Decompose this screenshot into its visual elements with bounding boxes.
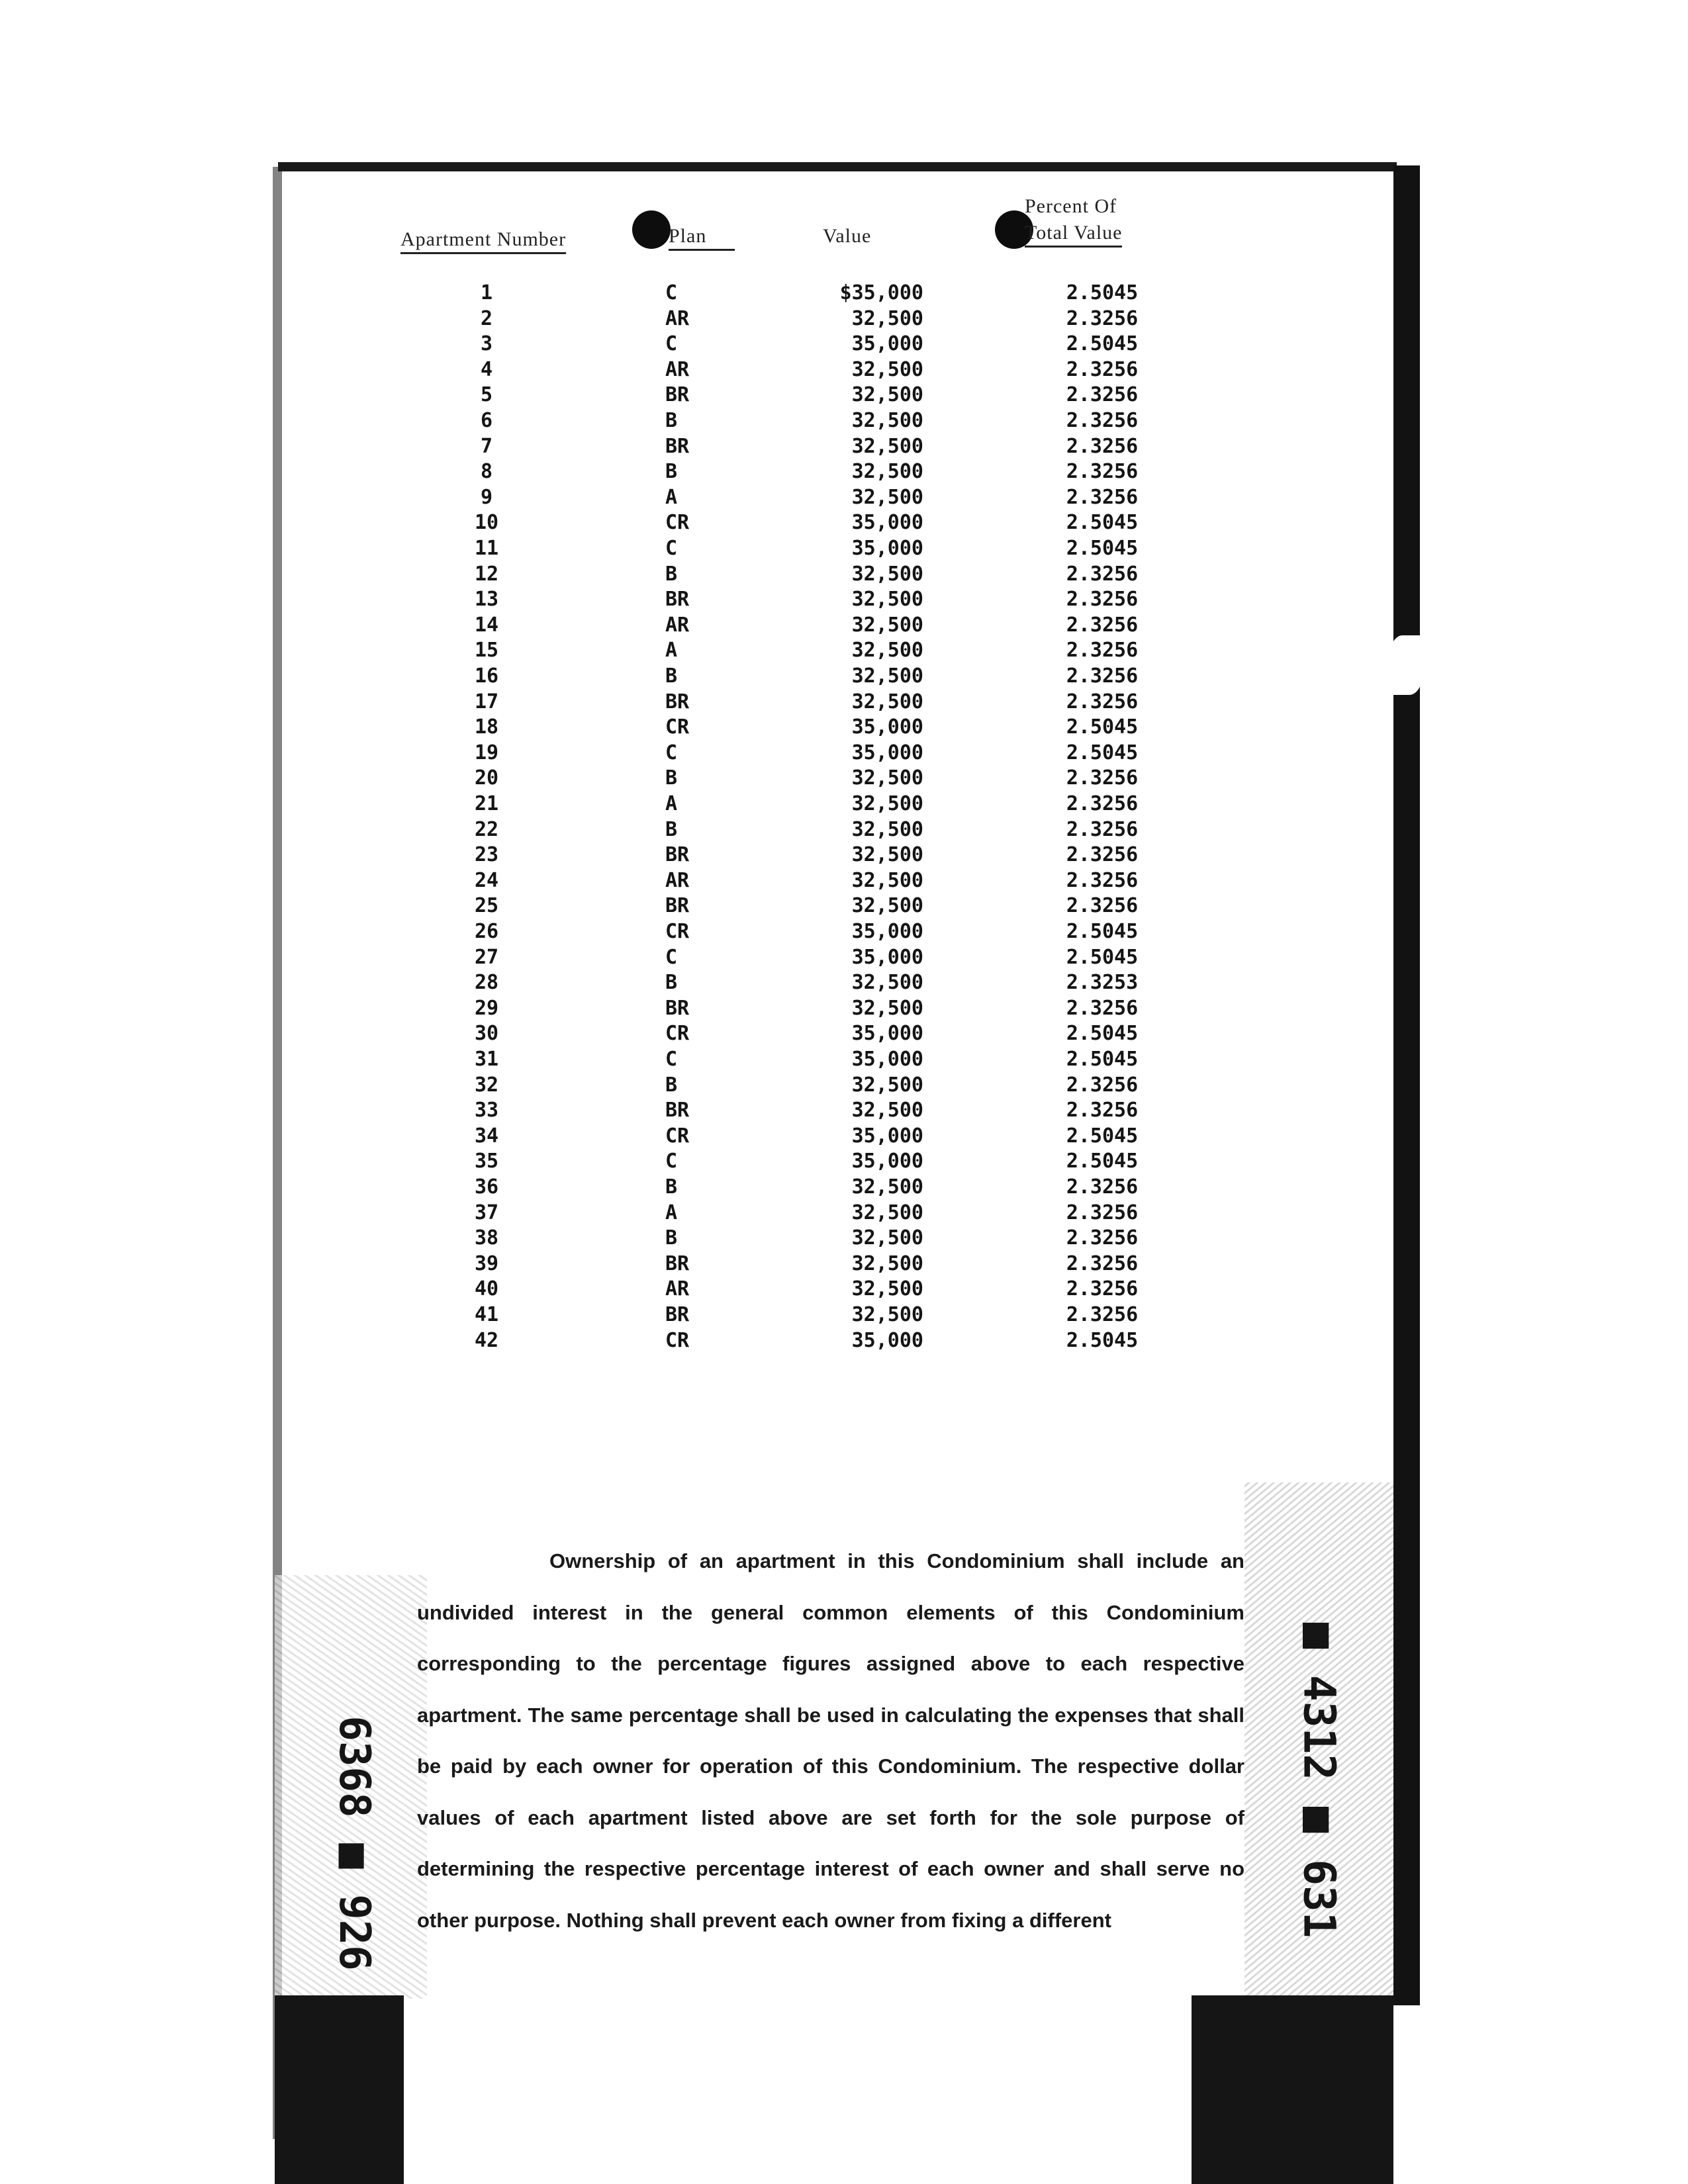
apartment-number-cell: 16: [474, 664, 499, 688]
percent-cell: 2.3256: [1066, 588, 1139, 612]
percent-cell: 2.3256: [1066, 792, 1139, 815]
plan-cell: BR: [665, 996, 690, 1020]
percent-cell: 2.3256: [1066, 868, 1139, 892]
percent-cell: 2.3256: [1066, 894, 1139, 918]
plan-cell: BR: [665, 690, 690, 713]
table-row: [0, 894, 1688, 919]
table-row: [0, 639, 1688, 664]
apartment-number-cell: 1: [480, 281, 493, 304]
value-cell: 32,500: [851, 894, 923, 918]
apartment-number-cell: 31: [474, 1048, 499, 1071]
value-cell: 32,500: [851, 485, 923, 509]
value-cell: 35,000: [851, 920, 923, 943]
apartment-number-cell: 7: [480, 434, 493, 458]
ownership-paragraph: Ownership of an apartment in this Condominium shall include an undivided interest in the general common elements of this Condominium corresponding to the percentage figures assigned above to each respective apartment. The same percentage shall be used in calculating the expenses that shall be paid by each owner for operation of this Condominium. The respective dollar values of each apartment listed above are set forth for the sole purpose of determining the respective percentage interest of each owner and shall serve no other purpose. Nothing shall prevent each owner from fixing a different: [417, 1549, 1244, 1932]
value-cell: 35,000: [851, 1048, 923, 1071]
value-cell: 35,000: [851, 1124, 923, 1148]
apartment-number-cell: 22: [474, 817, 499, 841]
table-row: [0, 563, 1688, 588]
value-cell: 32,500: [851, 613, 923, 637]
percent-cell: 2.3256: [1066, 1226, 1139, 1250]
plan-cell: AR: [665, 1277, 690, 1301]
value-cell: 32,500: [851, 792, 923, 815]
plan-cell: A: [665, 485, 678, 509]
table-row: [0, 332, 1688, 357]
plan-cell: AR: [665, 868, 690, 892]
value-cell: 32,500: [851, 357, 923, 381]
percent-cell: 2.3256: [1066, 817, 1139, 841]
apartment-number-cell: 27: [474, 945, 499, 969]
percent-cell: 2.5045: [1066, 1150, 1139, 1173]
value-cell: 32,500: [851, 1099, 923, 1122]
plan-cell: CR: [665, 715, 690, 739]
value-cell: 32,500: [851, 460, 923, 484]
percent-cell: 2.3256: [1066, 409, 1139, 432]
value-cell: 35,000: [851, 1328, 923, 1352]
apartment-number-cell: 39: [474, 1251, 499, 1275]
percent-cell: 2.3256: [1066, 383, 1139, 407]
apartment-number-cell: 13: [474, 588, 499, 612]
table-row: [0, 1329, 1688, 1354]
percent-cell: 2.3256: [1066, 639, 1139, 662]
value-cell: 32,500: [851, 434, 923, 458]
plan-cell: CR: [665, 511, 690, 535]
percent-cell: 2.5045: [1066, 945, 1139, 969]
apartment-number-cell: 10: [474, 511, 499, 535]
value-cell: 32,500: [851, 817, 923, 841]
table-row: [0, 1048, 1688, 1073]
apartment-number-cell: 28: [474, 971, 499, 995]
value-cell: 35,000: [851, 741, 923, 764]
apartment-number-cell: 26: [474, 920, 499, 943]
value-cell: 35,000: [851, 511, 923, 535]
table-row: [0, 971, 1688, 996]
apartment-number-cell: 23: [474, 843, 499, 867]
percent-cell: 2.3256: [1066, 613, 1139, 637]
percent-cell: 2.3256: [1066, 562, 1139, 586]
percent-cell: 2.3256: [1066, 843, 1139, 867]
plan-cell: A: [665, 639, 678, 662]
percent-cell: 2.5045: [1066, 332, 1139, 356]
percent-cell: 2.3256: [1066, 1277, 1139, 1301]
table-row: [0, 537, 1688, 562]
value-cell: 35,000: [851, 1022, 923, 1046]
plan-cell: AR: [665, 306, 690, 330]
apartment-number-cell: 37: [474, 1201, 499, 1224]
apartment-number-cell: 34: [474, 1124, 499, 1148]
table-row: [0, 715, 1688, 741]
plan-cell: B: [665, 971, 678, 995]
table-row: [0, 307, 1688, 332]
plan-cell: B: [665, 766, 678, 790]
apartment-number-cell: 42: [474, 1328, 499, 1352]
header-percent-line2: Total Value: [1025, 222, 1122, 248]
plan-cell: C: [665, 1048, 678, 1071]
table-row: [0, 920, 1688, 945]
table-row: [0, 486, 1688, 511]
table-row: [0, 1022, 1688, 1047]
value-cell: 32,500: [851, 1277, 923, 1301]
table-row: [0, 1175, 1688, 1201]
percent-cell: 2.5045: [1066, 281, 1139, 304]
percent-cell: 2.5045: [1066, 1048, 1139, 1071]
apartment-number-cell: 24: [474, 868, 499, 892]
table-row: [0, 1303, 1688, 1328]
top-scan-rule: [278, 162, 1397, 171]
bottom-right-scan-block: [1192, 1995, 1393, 2184]
apartment-number-cell: 14: [474, 613, 499, 637]
percent-cell: 2.3256: [1066, 766, 1139, 790]
table-row: [0, 358, 1688, 383]
percent-cell: 2.5045: [1066, 511, 1139, 535]
apartment-number-cell: 30: [474, 1022, 499, 1046]
value-cell: 32,500: [851, 383, 923, 407]
table-row: [0, 511, 1688, 536]
table-row: [0, 1226, 1688, 1251]
table-row: [0, 383, 1688, 408]
plan-cell: BR: [665, 383, 690, 407]
value-cell: 35,000: [851, 537, 923, 560]
value-cell: 32,500: [851, 409, 923, 432]
percent-cell: 2.3256: [1066, 434, 1139, 458]
plan-cell: CR: [665, 920, 690, 943]
table-row: [0, 818, 1688, 843]
value-cell: 32,500: [851, 588, 923, 612]
percent-cell: 2.3256: [1066, 1175, 1139, 1199]
table-row: [0, 690, 1688, 715]
table-row: [0, 741, 1688, 766]
apartment-number-cell: 29: [474, 996, 499, 1020]
plan-cell: C: [665, 945, 678, 969]
apartment-number-cell: 36: [474, 1175, 499, 1199]
apartment-number-cell: 40: [474, 1277, 499, 1301]
apartment-number-cell: 2: [480, 306, 493, 330]
apartment-number-cell: 38: [474, 1226, 499, 1250]
percent-cell: 2.5045: [1066, 1124, 1139, 1148]
plan-cell: CR: [665, 1124, 690, 1148]
percent-cell: 2.3256: [1066, 357, 1139, 381]
table-row: [0, 409, 1688, 434]
table-row: [0, 1073, 1688, 1099]
percent-cell: 2.5045: [1066, 715, 1139, 739]
value-cell: 35,000: [851, 945, 923, 969]
percent-cell: 2.5045: [1066, 537, 1139, 560]
percent-cell: 2.5045: [1066, 1022, 1139, 1046]
value-cell: 32,500: [851, 766, 923, 790]
value-cell: 35,000: [851, 332, 923, 356]
plan-cell: B: [665, 1226, 678, 1250]
apartment-number-cell: 35: [474, 1150, 499, 1173]
recording-stamp-right: [1281, 1622, 1357, 1938]
punch-hole-left: [632, 210, 671, 249]
plan-cell: AR: [665, 613, 690, 637]
apartment-number-cell: 4: [480, 357, 493, 381]
value-cell: 32,500: [851, 843, 923, 867]
plan-cell: CR: [665, 1022, 690, 1046]
percent-cell: 2.3256: [1066, 485, 1139, 509]
value-cell: 32,500: [851, 639, 923, 662]
table-row: [0, 1150, 1688, 1175]
table-row: [0, 1099, 1688, 1124]
value-cell: 32,500: [851, 1073, 923, 1097]
header-percent-line1: Percent Of: [1025, 195, 1117, 217]
header-plan: Plan: [669, 225, 735, 251]
table-row: [0, 1201, 1688, 1226]
plan-cell: B: [665, 817, 678, 841]
table-row: [0, 460, 1688, 485]
apartment-number-cell: 15: [474, 639, 499, 662]
apartment-number-cell: 19: [474, 741, 499, 764]
table-row: [0, 766, 1688, 792]
table-row: [0, 1277, 1688, 1302]
value-cell: 32,500: [851, 1175, 923, 1199]
percent-cell: 2.3256: [1066, 460, 1139, 484]
apartment-number-cell: 20: [474, 766, 499, 790]
table-row: [0, 792, 1688, 817]
value-cell: 32,500: [851, 690, 923, 713]
plan-cell: B: [665, 1175, 678, 1199]
plan-cell: BR: [665, 434, 690, 458]
percent-cell: 2.5045: [1066, 1328, 1139, 1352]
plan-cell: C: [665, 537, 678, 560]
value-cell: 32,500: [851, 1226, 923, 1250]
plan-cell: C: [665, 741, 678, 764]
percent-cell: 2.3256: [1066, 664, 1139, 688]
percent-cell: 2.3256: [1066, 1201, 1139, 1224]
apartment-number-cell: 32: [474, 1073, 499, 1097]
bottom-left-scan-block: [275, 1995, 404, 2184]
plan-cell: B: [665, 664, 678, 688]
plan-cell: BR: [665, 843, 690, 867]
apartment-number-cell: 41: [474, 1303, 499, 1326]
header-apartment-number: Apartment Number: [400, 228, 566, 254]
value-cell: 32,500: [851, 306, 923, 330]
recording-stamp-left: [314, 1715, 394, 1971]
value-cell: 32,500: [851, 1303, 923, 1326]
apartment-number-cell: 25: [474, 894, 499, 918]
plan-cell: A: [665, 792, 678, 815]
table-row: [0, 997, 1688, 1022]
apartment-number-cell: 33: [474, 1099, 499, 1122]
table-row: [0, 946, 1688, 971]
percent-cell: 2.3256: [1066, 1099, 1139, 1122]
value-cell: 35,000: [851, 1150, 923, 1173]
plan-cell: BR: [665, 1251, 690, 1275]
apartment-number-cell: 8: [480, 460, 493, 484]
table-row: [0, 869, 1688, 894]
table-row: [0, 664, 1688, 690]
plan-cell: B: [665, 409, 678, 432]
apartment-number-cell: 21: [474, 792, 499, 815]
value-cell: 32,500: [851, 868, 923, 892]
percent-cell: 2.5045: [1066, 920, 1139, 943]
apartment-number-cell: 11: [474, 537, 499, 560]
percent-cell: 2.3256: [1066, 1073, 1139, 1097]
percent-cell: 2.3256: [1066, 690, 1139, 713]
percent-cell: 2.3256: [1066, 1251, 1139, 1275]
plan-cell: CR: [665, 1328, 690, 1352]
percent-cell: 2.3253: [1066, 971, 1139, 995]
table-row: [0, 843, 1688, 868]
value-cell: 32,500: [851, 1201, 923, 1224]
value-cell: 32,500: [851, 1251, 923, 1275]
value-cell: 32,500: [851, 562, 923, 586]
table-row: [0, 435, 1688, 460]
apartment-number-cell: 3: [480, 332, 493, 356]
plan-cell: BR: [665, 894, 690, 918]
plan-cell: BR: [665, 588, 690, 612]
plan-cell: BR: [665, 1099, 690, 1122]
value-cell: 32,500: [851, 971, 923, 995]
value-cell: 32,500: [851, 996, 923, 1020]
apartment-number-cell: 5: [480, 383, 493, 407]
percent-cell: 2.5045: [1066, 741, 1139, 764]
plan-cell: B: [665, 460, 678, 484]
plan-cell: A: [665, 1201, 678, 1224]
percent-cell: 2.3256: [1066, 996, 1139, 1020]
percent-cell: 2.3256: [1066, 1303, 1139, 1326]
plan-cell: C: [665, 1150, 678, 1173]
table-row: [0, 1124, 1688, 1150]
recording-stamp-left-text: 6368 ■ 926: [330, 1715, 379, 1971]
percent-cell: 2.3256: [1066, 306, 1139, 330]
plan-cell: C: [665, 281, 678, 304]
plan-cell: BR: [665, 1303, 690, 1326]
table-row: [0, 1252, 1688, 1277]
value-cell: 35,000: [851, 715, 923, 739]
recording-stamp-right-text: ■ 4312 ■ 631: [1293, 1622, 1344, 1938]
apartment-number-cell: 18: [474, 715, 499, 739]
plan-cell: C: [665, 332, 678, 356]
plan-cell: B: [665, 1073, 678, 1097]
plan-cell: AR: [665, 357, 690, 381]
apartment-number-cell: 9: [480, 485, 493, 509]
table-row: [0, 614, 1688, 639]
plan-cell: B: [665, 562, 678, 586]
value-cell: $35,000: [839, 281, 923, 304]
table-row: [0, 281, 1688, 306]
table-row: [0, 588, 1688, 613]
apartment-number-cell: 12: [474, 562, 499, 586]
header-value: Value: [823, 225, 872, 247]
apartment-number-cell: 17: [474, 690, 499, 713]
apartment-number-cell: 6: [480, 409, 493, 432]
value-cell: 32,500: [851, 664, 923, 688]
